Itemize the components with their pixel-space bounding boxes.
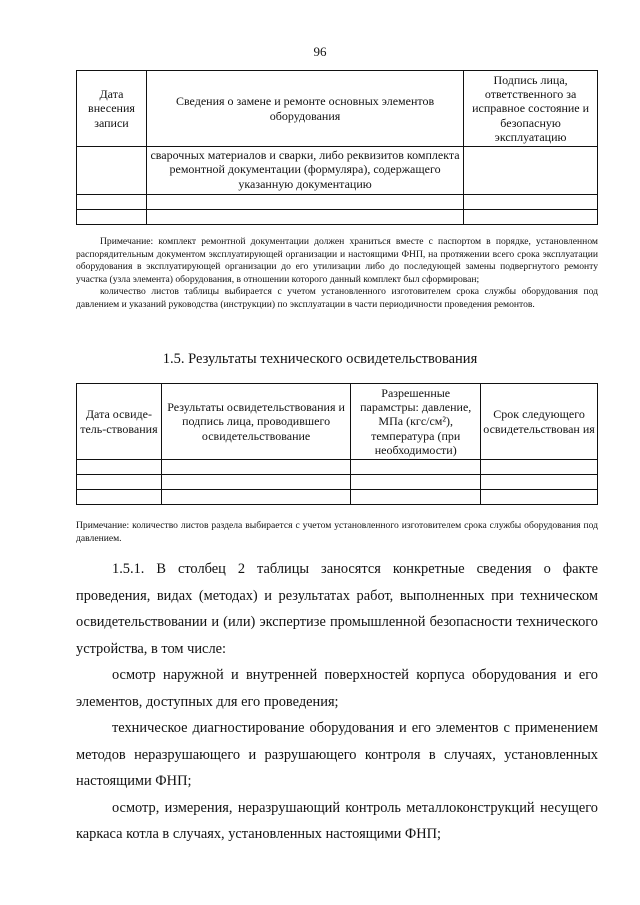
- header-date: Дата внесения записи: [77, 71, 147, 147]
- body-text: [76, 556, 598, 848]
- paragraph: 1.5.1. В столбец 2 таблицы заносятся конкретные сведения о факте проведения, видах (методах) и результатах работ, выполненных при техническом освидетельствовании и (или) экспертизе промышленной безопасности технического устройства, в том числе:: [76, 561, 598, 657]
- table-row: [77, 460, 598, 475]
- note-paragraph: количество листов таблицы выбирается с учетом установленного изготовителем срока службы оборудования под давлением и указаний руководства (инструкции) по эксплуатации в части периодичности проведения ремонтов.: [76, 286, 598, 310]
- section-title: 1.5. Результаты технического освидетельствования: [162, 351, 478, 367]
- table-row: [77, 147, 598, 195]
- note-paragraph: Примечание: количество листов раздела выбирается с учетом установленного изготовителем срока службы оборудования под давлением.: [76, 520, 598, 544]
- table-row: [77, 475, 598, 490]
- page-number: 96: [313, 44, 327, 59]
- table-row: [77, 490, 598, 505]
- table-row: [77, 210, 598, 225]
- table-header-row: [77, 71, 598, 147]
- header-signature: Подпись лица, ответственного за исправное состояние и безопасную эксплуатацию: [464, 71, 598, 147]
- table-cell: сварочных материалов и сварки, либо реквизитов комплекта ремонтной документации (формуляра), содержащего указанную документацию: [146, 147, 463, 195]
- header-inspection-date: Дата освиде-тель-ствования: [77, 384, 162, 460]
- inspection-results-table: [76, 383, 598, 505]
- header-details: Сведения о замене и ремонте основных элементов оборудования: [146, 71, 463, 147]
- note-inspection: [76, 520, 598, 545]
- table-row: [77, 195, 598, 210]
- note-paragraph: Примечание: комплект ремонтной документации должен храниться вместе с паспортом в порядке, установленном распорядительным документом эксплуатирующей организации и настоящими ФНП, на протяжении всего срока эксплуатации оборудования в эксплуатирующей организации до его утилизации либо до последующей замены подвергнутого ремонту участка (узла элемента) оборудования, в отношении которого данный комплект был сформирован;: [76, 236, 598, 285]
- repair-records-table: [76, 70, 598, 225]
- paragraph: осмотр наружной и внутренней поверхностей корпуса оборудования и его элементов, доступных для его проведения;: [76, 667, 598, 710]
- header-next-date: Срок следующего освидетельствован ия: [481, 384, 598, 460]
- paragraph: осмотр, измерения, неразрушающий контроль металлоконструкций несущего каркаса котла в случаях, установленных настоящими ФНП;: [76, 799, 598, 842]
- table-header-row: [77, 384, 598, 460]
- note-repair-docs: [76, 236, 598, 311]
- paragraph: техническое диагностирование оборудования и его элементов с применением методов неразрушающего и разрушающего контроля в случаях, установленных настоящими ФНП;: [76, 720, 598, 789]
- header-results: Результаты освидетельствования и подпись лица, проводившего освидетельствование: [161, 384, 351, 460]
- header-parameters: Разрешенные парамстры: давление, МПа (кгс/см²), температура (при необходимости): [351, 384, 481, 460]
